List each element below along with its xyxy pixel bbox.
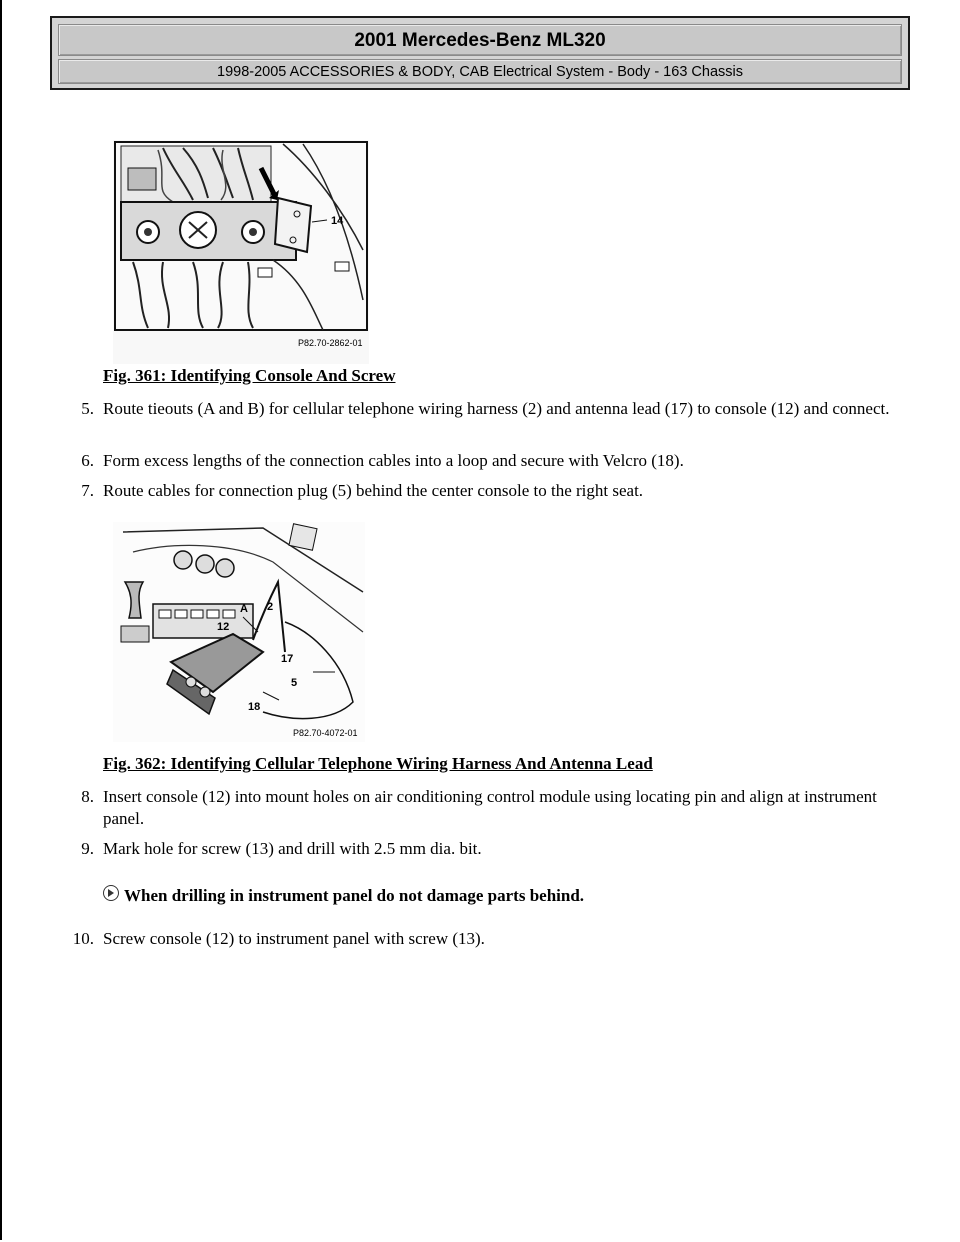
callout-5: 5 <box>291 677 298 689</box>
callout-12: 12 <box>217 621 230 633</box>
step-number: 7. <box>81 481 94 500</box>
image-code: P82.70-2862-01 <box>298 338 363 348</box>
image-code: P82.70-4072-01 <box>293 728 358 738</box>
figure-console-screw <box>113 140 369 364</box>
wiring-harness-illustration <box>113 522 365 742</box>
step-number: 9. <box>81 839 94 858</box>
figure-caption: Fig. 362: Identifying Cellular Telephone Wiring Harness And Antenna Lead <box>103 754 653 773</box>
step-number: 10. <box>72 929 94 948</box>
step-text: Form excess lengths of the connection cables into a loop and secure with Velcro (18). <box>103 451 684 470</box>
callout-2: 2 <box>267 601 274 613</box>
callout-a: A <box>240 603 248 615</box>
figure-wiring-harness <box>113 522 365 742</box>
step-text: Screw console (12) to instrument panel with screw (13). <box>103 929 485 948</box>
step-number: 6. <box>81 451 94 470</box>
step-text: Route tieouts (A and B) for cellular telephone wiring harness (2) and antenna lead (17) to console (12) and connect. <box>103 399 890 418</box>
step-number: 8. <box>81 787 94 806</box>
page-header <box>50 16 910 90</box>
step-text: Mark hole for screw (13) and drill with 2.5 mm dia. bit. <box>103 839 482 858</box>
step-text: Insert console (12) into mount holes on air conditioning control module using locating pin and align at instrument panel. <box>103 787 877 828</box>
console-screw-illustration <box>113 140 369 364</box>
step-number: 5. <box>81 399 94 418</box>
callout-17: 17 <box>281 653 294 665</box>
header-title: 2001 Mercedes-Benz ML320 <box>58 24 902 56</box>
header-subtitle: 1998-2005 ACCESSORIES & BODY, CAB Electrical System - Body - 163 Chassis <box>58 59 902 84</box>
caution-note <box>103 886 584 906</box>
caution-icon <box>103 885 119 901</box>
step-text: Route cables for connection plug (5) behind the center console to the right seat. <box>103 481 644 500</box>
callout-14: 14 <box>331 215 344 227</box>
figure-caption: Fig. 361: Identifying Console And Screw <box>103 366 396 385</box>
callout-18: 18 <box>248 701 261 713</box>
caution-text: When drilling in instrument panel do not damage parts behind. <box>124 886 585 905</box>
